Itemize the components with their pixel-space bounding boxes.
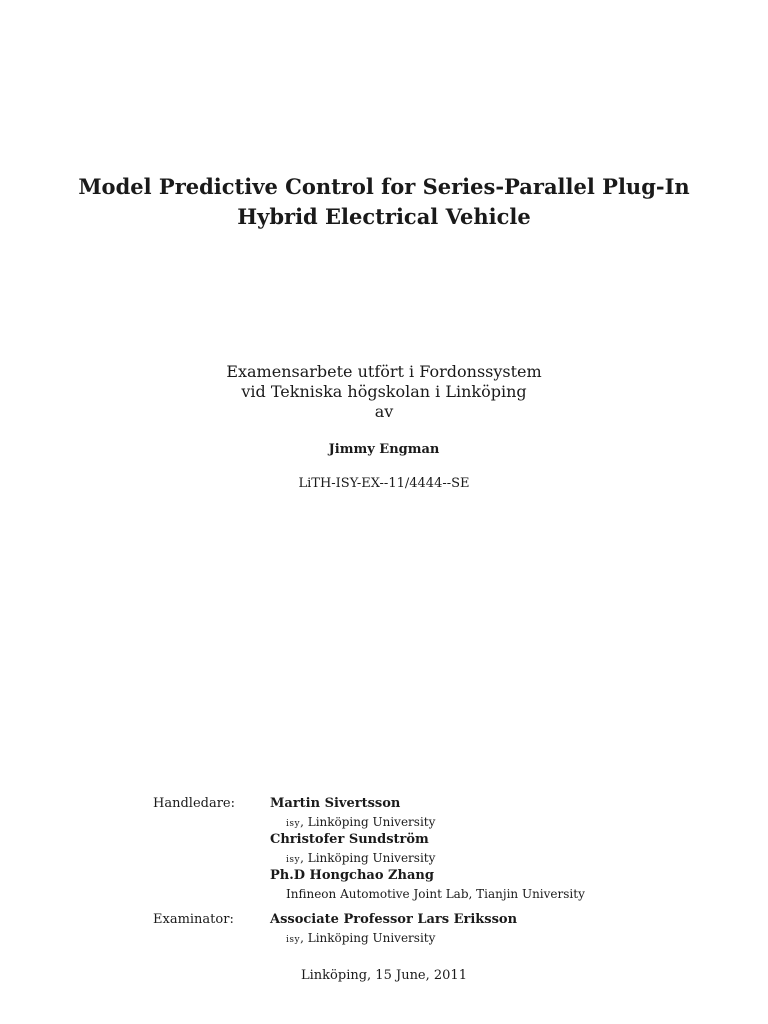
examiner-block (153, 911, 673, 951)
thesis-title-line-2: Hybrid Electrical Vehicle (237, 204, 531, 229)
subtitle-line-3: av (374, 402, 394, 421)
supervisor-3-aff-text: Infineon Automotive Joint Lab, Tianjin University (286, 887, 585, 901)
supervisor-1-aff-text: , Linköping University (300, 815, 436, 829)
supervisor-2-aff-prefix: isy (286, 855, 301, 865)
supervisor-2-aff-text: , Linköping University (300, 851, 436, 865)
examiner-aff-prefix: isy (286, 935, 301, 945)
supervisor-1-name: Martin Sivertsson (270, 796, 401, 811)
supervisors-label: Handledare: (153, 796, 235, 811)
supervisor-2-name: Christofer Sundström (270, 832, 429, 847)
examiner-affiliation (270, 929, 670, 949)
examiner-label: Examinator: (153, 912, 234, 927)
supervisor-2 (270, 831, 670, 869)
supervisor-3-affiliation (270, 885, 670, 905)
examiner-name: Associate Professor Lars Eriksson (270, 912, 518, 927)
supervisor-1-aff-prefix: isy (286, 819, 301, 829)
examiner (270, 911, 670, 949)
supervisor-3 (270, 867, 670, 905)
supervisors-block (153, 795, 673, 905)
thesis-title (40, 172, 728, 232)
supervisor-1 (270, 795, 670, 833)
supervisor-3-name: Ph.D Hongchao Zhang (270, 868, 434, 883)
report-id: LiTH-ISY-EX--11/4444--SE (298, 476, 470, 491)
supervisor-2-affiliation (270, 849, 670, 869)
subtitle-line-2: vid Tekniska högskolan i Linköping (241, 382, 527, 401)
examiner-aff-text: , Linköping University (300, 931, 436, 945)
thesis-subtitle (84, 362, 684, 422)
author-name: Jimmy Engman (328, 442, 440, 457)
supervisor-1-affiliation (270, 813, 670, 833)
thesis-title-line-1: Model Predictive Control for Series-Parallel Plug-In (78, 174, 690, 199)
subtitle-line-1: Examensarbete utfört i Fordonssystem (226, 362, 542, 381)
place-and-date: Linköping, 15 June, 2011 (301, 968, 467, 983)
